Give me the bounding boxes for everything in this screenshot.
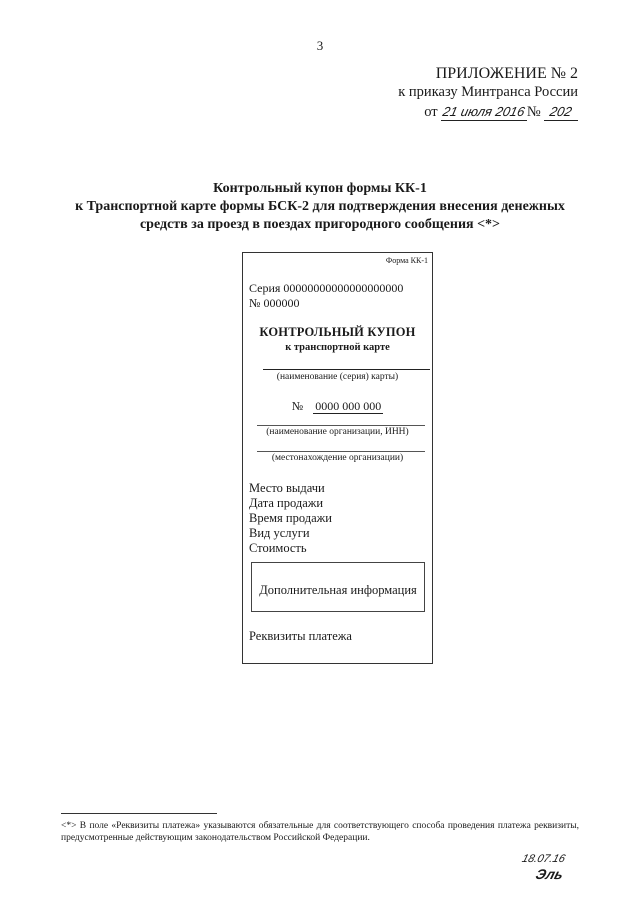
coupon-title-block — [243, 325, 432, 355]
additional-info-box — [251, 562, 425, 612]
order-number-sign: № — [526, 104, 541, 120]
heading-line-1: Контрольный купон формы КК-1 — [213, 181, 427, 196]
control-coupon-form — [242, 252, 433, 664]
handwritten-signature — [516, 852, 569, 882]
card-number-sign: № — [291, 399, 304, 413]
field-service-type: Вид услуги — [249, 526, 310, 540]
order-line — [398, 102, 578, 122]
divider-rule — [263, 369, 430, 370]
series-block — [249, 281, 431, 311]
card-number: 0000 000 000 — [315, 399, 382, 413]
heading-line-2: к Транспортной карте формы БСК-2 для подтверждения внесения денежных — [75, 199, 565, 214]
coupon-title: КОНТРОЛЬНЫЙ КУПОН — [259, 325, 416, 339]
payment-details-label: Реквизиты платежа — [249, 629, 352, 643]
coupon-fields — [249, 481, 332, 556]
heading-line-3: средств за проезд в поездах пригородного сообщения <*> — [139, 217, 501, 232]
order-number-handwritten: 202 — [544, 104, 578, 121]
footnote: <*> В поле «Реквизиты платежа» указываются обязательные для соответствующего способа проведения платежа реквизиты, предусмотренные действующим законодательством Российской Федерации. — [61, 821, 579, 843]
location-caption: (местонахождение организации) — [271, 453, 404, 463]
series-line: Серия 00000000000000000000 — [249, 281, 404, 295]
appendix-title: ПРИЛОЖЕНИЕ № 2 — [435, 65, 578, 82]
location-underline — [257, 451, 425, 452]
document-heading — [40, 180, 600, 234]
field-issue-place: Место выдачи — [249, 481, 325, 495]
field-sale-date: Дата продажи — [249, 496, 324, 510]
org-underline — [257, 425, 425, 426]
footnote-rule — [61, 813, 217, 814]
appendix-subtitle: к приказу Минтранса России — [398, 84, 578, 100]
field-cost: Стоимость — [249, 541, 307, 555]
card-name-caption: (наименование (серия) карты) — [276, 372, 399, 382]
signature-date: 18.07.16 — [520, 853, 567, 865]
order-from-label: от — [424, 104, 438, 120]
org-caption: (наименование организации, ИНН) — [266, 427, 409, 437]
coupon-subtitle: к транспортной карте — [285, 342, 390, 353]
form-label: Форма КК-1 — [385, 256, 428, 265]
additional-info-label: Дополнительная информация — [259, 583, 417, 597]
field-sale-time: Время продажи — [249, 511, 332, 525]
signature-name: Эль — [533, 866, 566, 882]
series-number: № 000000 — [249, 296, 300, 310]
card-number-line — [243, 399, 432, 414]
appendix-header — [398, 64, 578, 122]
page-number: 3 — [316, 38, 324, 53]
order-date-handwritten: 21 июля 2016 — [441, 104, 527, 119]
